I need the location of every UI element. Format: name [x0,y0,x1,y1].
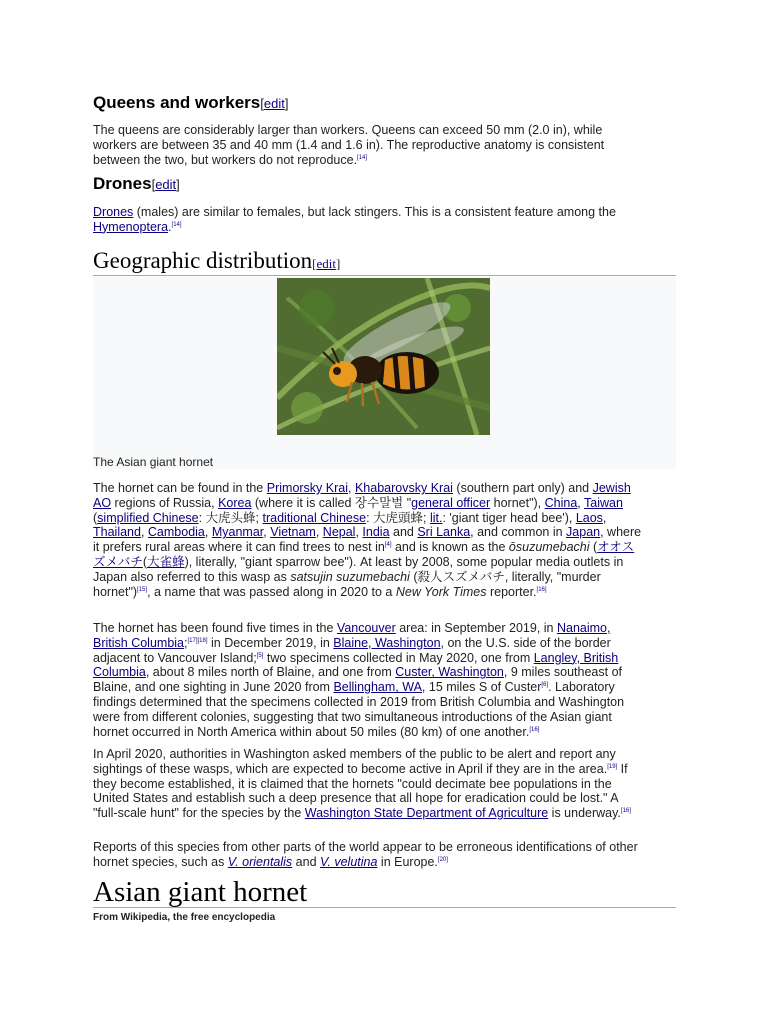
link-khabarovsky-krai[interactable]: Khabarovsky Krai [354,481,453,495]
link-drones[interactable]: Drones [93,205,134,219]
heading-text: Drones [93,174,152,193]
paragraph-queens: The queens are considerably larger than workers. Queens can exceed 50 mm (2.0 in), while workers are between 35 and 40 mm (1.4 and 1.6 in). The reproductive anatomy is consistent between the two, but workers do not reproduce.[14] [93,123,605,167]
link-general-officer[interactable]: general officer [411,495,491,510]
heading-text: Queens and workers [93,93,261,112]
link-laos[interactable]: Laos [575,510,603,525]
link-vietnam[interactable]: Vietnam [270,525,316,540]
site-tagline: From Wikipedia, the free encyclopedia [93,912,276,923]
link-china[interactable]: China [544,495,578,510]
paragraph-geo-2: The hornet has been found five times in the Vancouver area: in September 2019, in Nanaimo, British Columbia;[17][18] in December 2019, in Blaine, Washington, on the U.S. side of the border adjacent to Vancouver Island;[5] two specimens collected in May 2020, one from Langley, British Columbia, about 8 miles north of Blaine, and one from Custer, Washington, 9 miles southeast of Blaine, and one sighting in June 2020 from Bellingham, WA, 15 miles S of Custer[6]. Laboratory findings determined that the specimens collected in 2019 from British Columbia and Washington were from different colonies, suggesting that two simultaneous introductions of the Asian giant hornet occurred in North America within about 50 miles (80 km) of one another.[16] [93,621,625,739]
link-japan[interactable]: Japan [566,525,601,540]
citation-ref[interactable]: [16] [620,808,631,815]
citation-ref[interactable]: [14] [357,154,368,161]
link-jewish-ao[interactable]: Jewish AO [93,481,631,510]
citation-ref[interactable]: [4] [384,542,392,549]
citation-ref[interactable]: [5] [256,652,264,659]
figure-caption: The Asian giant hornet [93,455,214,469]
link-myanmar[interactable]: Myanmar [211,525,264,540]
citation-ref[interactable]: [16] [529,726,540,733]
citation-ref[interactable]: [19] [607,763,618,770]
link-vancouver[interactable]: Vancouver [336,621,396,635]
hornet-photo[interactable] [277,278,490,435]
link-bellingham[interactable]: Bellingham, WA [333,680,422,695]
citation-ref[interactable]: [17][18] [187,637,208,644]
citation-ref[interactable]: [14] [171,221,182,228]
link-cambodia[interactable]: Cambodia [147,525,205,540]
heading-text: Geographic distribution [93,248,313,273]
paragraph-drones: Drones (males) are similar to females, but lack stingers. This is a consistent feature among the Hymenoptera.[14] [93,205,616,234]
citation-ref[interactable]: [16] [536,586,547,593]
heading-geographic-distribution: Geographic distribution[edit] [93,248,676,276]
link-japanese-name[interactable]: オオスズメバチ [93,540,635,569]
link-v-orientalis[interactable]: V. orientalis [227,854,293,869]
paragraph-geo-3: In April 2020, authorities in Washington asked members of the public to be alert and report any sightings of these wasps, which are expected to become active in April if they are in the area.[19] If they become established, it is claimed that the hornets "could decimate bee populations in the United States and establish such a deep presence that all hope for eradication could be lost." A "full-scale hunt" for the species by the Washington State Department of Agriculture is underway.[16] [93,747,631,821]
figure-thumbnail [93,277,676,469]
link-langley[interactable]: Langley, British Columbia [93,650,619,680]
heading-drones: Drones[edit] [93,174,180,193]
link-v-velutina[interactable]: V. velutina [320,854,378,869]
citation-ref[interactable]: [15] [137,586,148,593]
edit-link-drones[interactable]: edit [155,177,177,192]
link-thailand[interactable]: Thailand [93,525,141,540]
link-taiwan[interactable]: Taiwan [584,495,623,510]
link-simplified-chinese[interactable]: simplified Chinese [97,510,199,525]
edit-link-queens[interactable]: edit [263,96,285,111]
link-hymenoptera[interactable]: Hymenoptera [93,219,169,234]
link-custer[interactable]: Custer, Washington [395,665,504,680]
citation-ref[interactable]: [20] [437,856,448,863]
link-wsda[interactable]: Washington State Department of Agriculture [304,806,549,821]
paragraph-geo-1: The hornet can be found in the Primorsky Krai, Khabarovsky Krai (southern part only) and Jewish AO regions of Russia, Korea (where it is called 장수말벌 "general officer hornet"), China, Taiwan (simplified Chinese: 大虎头蜂; traditional Chinese: 大虎頭蜂; lit.: 'giant tiger head bee'), Laos, Thailand, Cambodia, Myanmar, Vietnam, Nepal, India and Sri Lanka, and common in Japan, where it prefers rural areas where it can find trees to nest in[4] and is known as the ōsuzumebachi (オオスズメバチ(大雀蜂), literally, "giant sparrow bee"). At least by 2008, some popular media outlets in Japan also referred to this wasp as satsujin suzumebachi (殺人スズメバチ, literally, "murder hornet")[15], a name that was passed along in 2020 to a New York Times reporter.[16] [93,481,642,599]
link-nepal[interactable]: Nepal [322,525,356,540]
citation-ref[interactable]: [6] [541,682,549,689]
link-primorsky-krai[interactable]: Primorsky Krai [266,481,349,495]
link-japanese-kanji[interactable]: 大雀蜂 [147,554,185,569]
link-sri-lanka[interactable]: Sri Lanka [417,525,471,540]
link-nanaimo[interactable]: Nanaimo, British Columbia [93,621,611,650]
link-traditional-chinese[interactable]: traditional Chinese [262,510,367,525]
edit-link-geo[interactable]: edit [316,256,336,271]
link-blaine[interactable]: Blaine, Washington [333,635,441,650]
paragraph-geo-4: Reports of this species from other parts of the world appear to be erroneous identifications of other hornet species, such as V. orientalis and V. velutina in Europe.[20] [93,840,638,869]
link-india[interactable]: India [362,525,390,540]
hornet-photo-image [277,278,490,435]
link-lit[interactable]: lit. [429,510,443,525]
heading-queens-and-workers: Queens and workers[edit] [93,93,289,112]
page-title: Asian giant hornet [93,877,676,908]
link-korea[interactable]: Korea [218,495,252,510]
